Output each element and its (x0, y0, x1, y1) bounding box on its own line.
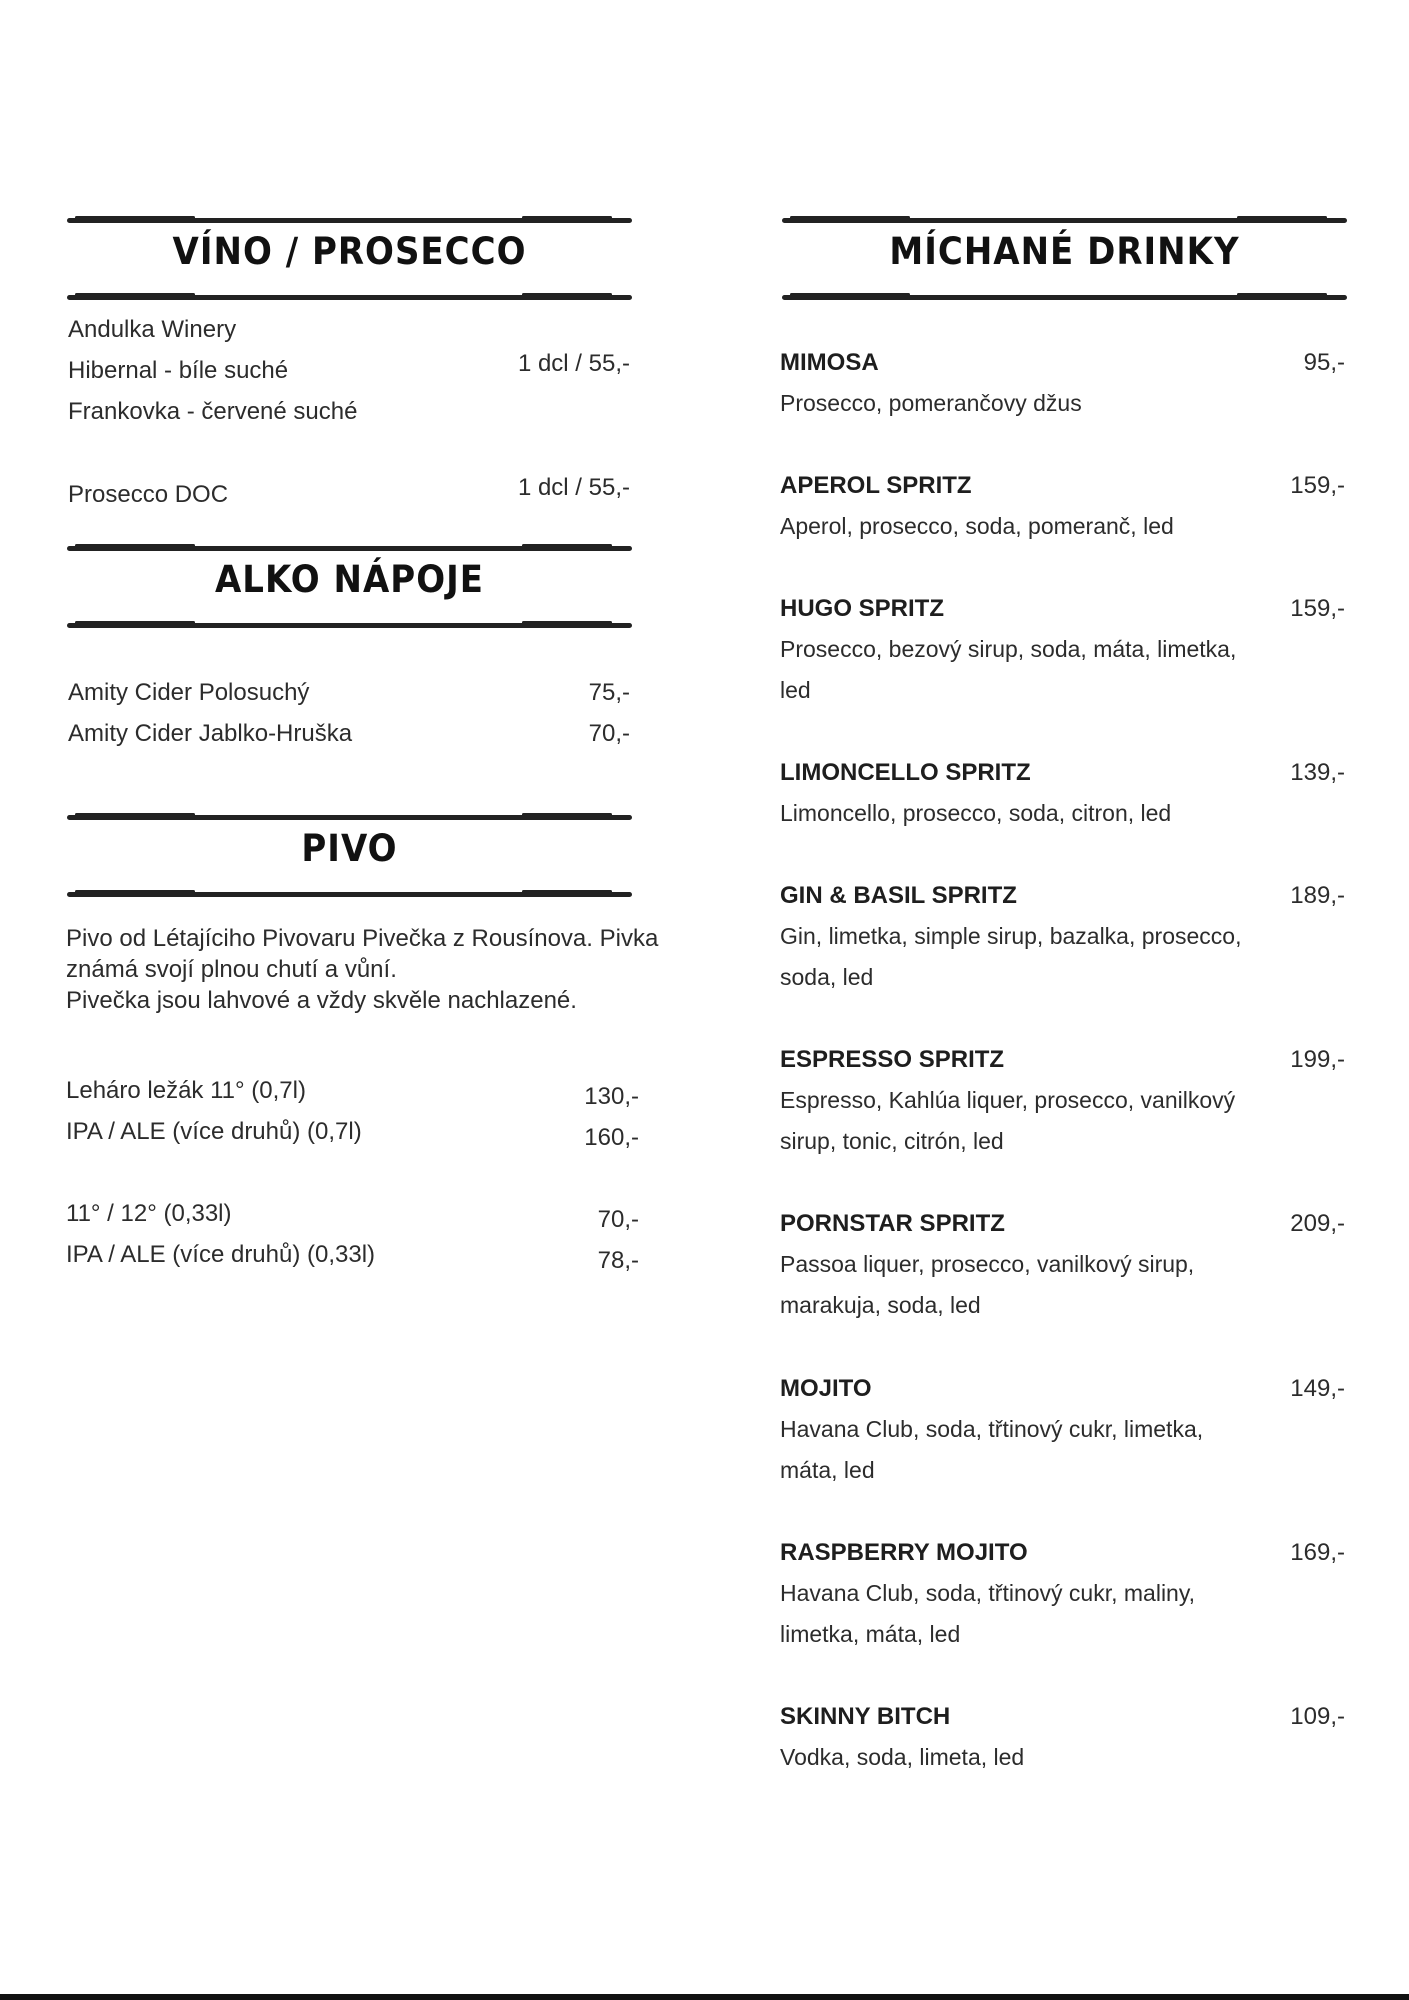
drink-price: 189,- (1290, 882, 1345, 909)
heading-brush-bottom (67, 892, 632, 897)
pivo-item-price: 160,- (584, 1124, 639, 1151)
pivo-item-price: 70,- (597, 1206, 639, 1233)
heading-brush-top (67, 546, 632, 551)
drink-price: 95,- (1303, 349, 1345, 376)
alko-item-name: Amity Cider Polosuchý (68, 679, 310, 706)
drink-description: Havana Club, soda, třtinový cukr, maliny, limetka, máta, led (780, 1580, 1196, 1647)
drinks-section-heading (782, 218, 1347, 300)
heading-brush-top (67, 218, 632, 223)
drinks-section-title: MÍCHANÉ DRINKY (889, 230, 1240, 274)
drink-description: Gin, limetka, simple sirup, bazalka, prosecco, soda, led (780, 923, 1242, 990)
drink-name: SKINNY BITCH (780, 1703, 951, 1730)
heading-brush-top (67, 815, 632, 820)
drink-name: RASPBERRY MOJITO (780, 1539, 1028, 1566)
drink-description: Vodka, soda, limeta, led (780, 1744, 1025, 1770)
pivo-item-name: Leháro ležák 11° (0,7l) (66, 1077, 306, 1104)
drink-description: Prosecco, pomerančovy džus (780, 390, 1082, 416)
pivo-description: Pivo od Létajíciho Pivovaru Pivečka z Rousínova. Pivka (66, 925, 659, 952)
drink-description: Prosecco, bezový sirup, soda, máta, limetka, led (780, 636, 1237, 703)
alko-item-name: Amity Cider Jablko-Hruška (68, 720, 353, 747)
drink-price: 169,- (1290, 1539, 1345, 1566)
drink-price: 159,- (1290, 595, 1345, 622)
drink-price: 199,- (1290, 1046, 1345, 1073)
wine-line: Frankovka - červené suché (68, 398, 358, 425)
alko-section-heading (67, 546, 632, 628)
heading-brush-bottom (67, 295, 632, 300)
drink-price: 149,- (1290, 1375, 1345, 1402)
wine-line: Andulka Winery (68, 316, 237, 343)
drink-price: 159,- (1290, 472, 1345, 499)
drink-price: 109,- (1290, 1703, 1345, 1730)
drink-description: Havana Club, soda, třtinový cukr, limetka, máta, led (780, 1416, 1204, 1483)
wine-section-heading (67, 218, 632, 300)
drink-name: MIMOSA (780, 349, 879, 376)
wine-section-title: VÍNO / PROSECCO (172, 230, 527, 274)
drink-name: MOJITO (780, 1375, 872, 1402)
drink-name: APEROL SPRITZ (780, 472, 972, 499)
wine-line: Hibernal - bíle suché (68, 357, 289, 384)
pivo-item-price: 78,- (597, 1247, 639, 1274)
drink-name: ESPRESSO SPRITZ (780, 1046, 1005, 1073)
prosecco-name: Prosecco DOC (68, 481, 229, 508)
wine-price: 1 dcl / 55,- (517, 350, 630, 377)
drink-description: Aperol, prosecco, soda, pomeranč, led (780, 513, 1174, 539)
drink-name: HUGO SPRITZ (780, 595, 945, 622)
pivo-description: známá svojí plnou chutí a vůní. (66, 956, 397, 983)
alko-section-title: ALKO NÁPOJE (214, 558, 484, 602)
drink-description: Limoncello, prosecco, soda, citron, led (780, 800, 1172, 826)
pivo-section-heading (67, 815, 632, 897)
drink-name: GIN & BASIL SPRITZ (780, 882, 1017, 909)
pivo-item-name: 11° / 12° (0,33l) (66, 1200, 232, 1227)
drink-price: 209,- (1290, 1210, 1345, 1237)
pivo-item-price: 130,- (584, 1083, 639, 1110)
pivo-item-name: IPA / ALE (více druhů) (0,33l) (66, 1241, 376, 1268)
alko-item-price: 70,- (588, 720, 630, 747)
drink-name: PORNSTAR SPRITZ (780, 1210, 1005, 1237)
drink-name: LIMONCELLO SPRITZ (780, 759, 1031, 786)
pivo-section-title: PIVO (301, 827, 398, 871)
prosecco-price: 1 dcl / 55,- (517, 474, 630, 501)
drink-description: Passoa liquer, prosecco, vanilkový sirup, marakuja, soda, led (780, 1251, 1195, 1318)
alko-item-price: 75,- (588, 679, 630, 706)
pivo-description: Pivečka jsou lahvové a vždy skvěle nachlazené. (66, 987, 577, 1014)
heading-brush-bottom (67, 623, 632, 628)
heading-brush-bottom (782, 295, 1347, 300)
drink-description: Espresso, Kahlúa liquer, prosecco, vanilkový sirup, tonic, citrón, led (780, 1087, 1236, 1154)
page-bottom-border (0, 1994, 1409, 2000)
drink-price: 139,- (1290, 759, 1345, 786)
pivo-item-name: IPA / ALE (více druhů) (0,7l) (66, 1118, 362, 1145)
heading-brush-top (782, 218, 1347, 223)
